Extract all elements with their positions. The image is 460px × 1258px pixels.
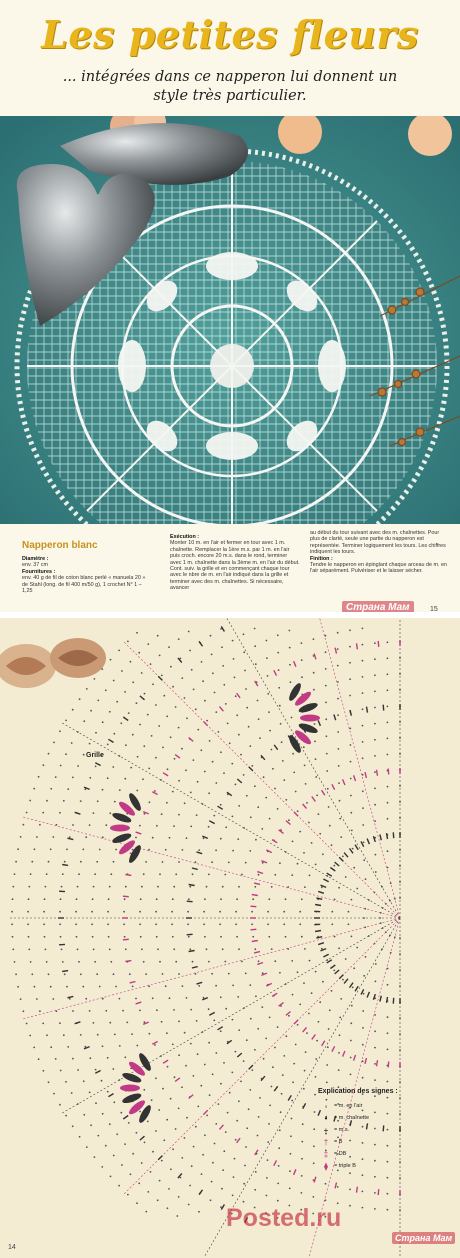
legend-text: = DB (334, 1151, 347, 1157)
chart-label: Grille (86, 752, 104, 759)
materials-column (22, 556, 152, 594)
legend-row (318, 1124, 458, 1136)
rose-photo-icon (0, 638, 106, 688)
legend-text: = m. chaînette (334, 1115, 370, 1121)
page-subtitle (30, 68, 430, 106)
page-title: Les petites fleurs (41, 12, 419, 57)
execution-column (170, 534, 300, 592)
legend-row (318, 1160, 458, 1172)
pattern-title: Napperon blanc (22, 540, 98, 551)
page-number-2: 14 (8, 1244, 16, 1251)
magazine-page-14 (0, 618, 460, 1258)
stitch-legend (318, 1088, 458, 1172)
finition-label: Finition : (310, 555, 333, 562)
legend-text: = m.s. (334, 1127, 350, 1133)
legend-row (318, 1136, 458, 1148)
legend-text: = triple B (334, 1163, 356, 1169)
finition-column (310, 530, 450, 575)
stitch-symbol-icon: † (323, 1137, 329, 1147)
page-number: 15 (430, 606, 438, 612)
magazine-page-15 (0, 0, 460, 612)
stitch-symbol-icon: ⧫ (324, 1161, 328, 1171)
legend-row (318, 1100, 458, 1112)
diameter-label: Diamètre : (22, 556, 49, 562)
posted-watermark: Posted.ru (226, 1204, 342, 1232)
diameter-value: env. 37 cm (22, 562, 48, 569)
execution-text: Monter 10 m. en l'air et fermer en tour avec 1 m. chaînette. Remplacer la 1ère m.s. par 1 m. en l'air puis croch. encore 20 m.s. dans le rond, terminer avec 1 m. chaînette dans la 3ème m. en l'air du début. Cont. suiv. la grille et en commençant chaque tour avec le nbre de m. en l'air indiqué dans la grille et terminer avec des m. chaînettes. Si nécessaire, avancer (170, 540, 300, 592)
legend-row (318, 1112, 458, 1124)
doily-photo-icon (0, 116, 460, 524)
stitch-symbol-icon: • (324, 1113, 328, 1123)
site-watermark: Страна Мам (342, 601, 414, 612)
legend-row (318, 1148, 458, 1160)
legend-title: Explication des signes : (318, 1088, 398, 1095)
pattern-instructions (0, 524, 460, 612)
stitch-symbol-icon: ‡ (323, 1149, 329, 1159)
subtitle-line-1: ... intégrées dans ce napperon lui donnent un (62, 69, 398, 85)
site-watermark-2: Страна Мам (392, 1232, 455, 1244)
subtitle-line-2: style très particulier. (153, 88, 307, 104)
finition-text: Tendre le napperon en épinglant chaque arceau de m. en l'air séparément. Pulvériser et le laisser sécher. (310, 562, 447, 575)
stitch-symbol-icon: ◦ (324, 1101, 328, 1111)
legend-text: = m. en l'air (334, 1103, 363, 1109)
doily-photo (0, 116, 460, 524)
supplies-label: Fournitures : (22, 568, 56, 575)
execution-continued-text: au début du tour suivant avec des m. chaînettes. Pour plus de clarté, seule une partie du napperon est représentée. Terminer logiquement les tours. Les chiffres indiquent les tours. (310, 530, 446, 556)
execution-label: Exécution : (170, 534, 200, 540)
supplies-text: env. 40 g de fil de coton blanc perlé « manuela 20 » de Stahl (long. de fil 400 m/50 g), 1 crochet N° 1 – 1,25 (22, 575, 146, 595)
legend-text: = B (334, 1139, 343, 1145)
stitch-symbol-icon: + (323, 1125, 329, 1135)
